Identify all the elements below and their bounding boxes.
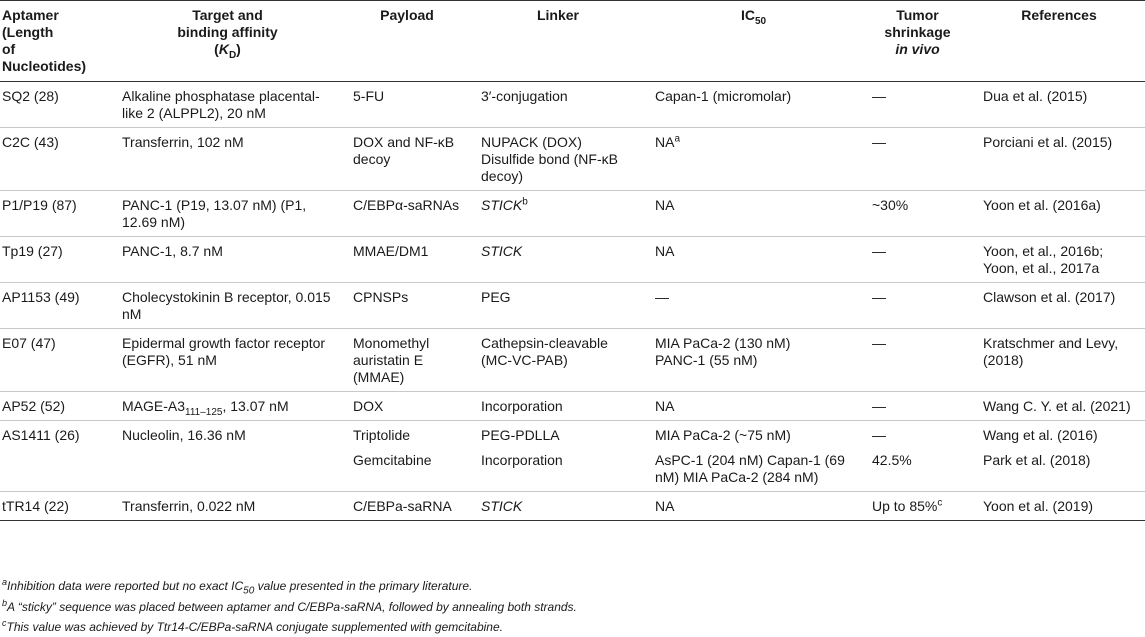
cell-tumor: —	[862, 329, 973, 392]
cell-reference: Wang C. Y. et al. (2021)	[973, 392, 1145, 421]
cell-payload: Monomethyl auristatin E (MMAE)	[343, 329, 471, 392]
table-row	[0, 237, 1145, 283]
cell-ic50: NA	[645, 191, 862, 237]
cell-reference: Wang et al. (2016)	[983, 427, 1098, 443]
cell-linker: NUPACK (DOX) Disulfide bond (NF-κB decoy)	[471, 128, 645, 191]
cell-target: PANC-1 (P19, 13.07 nM) (P1, 12.69 nM)	[112, 191, 343, 237]
cell-ic50: —	[645, 283, 862, 329]
footnote-b: $^b$A “sticky” sequence was placed between aptamer and C/EBPa-saRNA, followed by annealing both strands.	[2, 598, 577, 614]
cell-aptamer: Tp19 (27)	[0, 237, 112, 283]
cell-aptamer: AP1153 (49)	[0, 283, 112, 329]
header-payload: Payload	[343, 1, 471, 82]
cell-reference: Kratschmer and Levy, (2018)	[973, 329, 1145, 392]
cell-ic50: MIA PaCa-2 (130 nM) PANC-1 (55 nM)	[645, 329, 862, 392]
cell-aptamer: AS1411 (26)	[0, 421, 112, 492]
cell-tumor: —	[862, 392, 973, 421]
cell-aptamer: AP52 (52)	[0, 392, 112, 421]
cell-ic50: MIA PaCa-2 (~75 nM)	[655, 427, 791, 443]
cell-payload: DOX and NF-κB decoy	[343, 128, 471, 191]
cell-payload: C/EBPα-saRNAs	[343, 191, 471, 237]
cell-payload: DOX	[343, 392, 471, 421]
cell-linker: STICK	[471, 237, 645, 283]
header-tumor-shrinkage: Tumor shrinkage in vivo	[862, 1, 973, 82]
header-references: References	[973, 1, 1145, 82]
cell-payload: CPNSPs	[343, 283, 471, 329]
cell-target: PANC-1, 8.7 nM	[112, 237, 343, 283]
cell-linker: Cathepsin-cleavable (MC-VC-PAB)	[471, 329, 645, 392]
cell-payload: Gemcitabine	[343, 446, 471, 492]
cell-linker: Incorporation	[471, 392, 645, 421]
footnote-c: $^c$This value was achieved by Ttr14-C/EBPa-saRNA conjugate supplemented with gemcitabine.	[2, 618, 503, 634]
cell-reference: Yoon et al. (2016a)	[973, 191, 1145, 237]
cell-linker: 3′-conjugation	[471, 82, 645, 128]
cell-aptamer: SQ2 (28)	[0, 82, 112, 128]
cell-reference: Dua et al. (2015)	[973, 82, 1145, 128]
table-header-row	[0, 1, 1145, 82]
cell-reference: Yoon et al. (2019)	[973, 492, 1145, 521]
table-row	[0, 82, 1145, 128]
cell-linker: Incorporation	[471, 446, 645, 492]
cell-tumor: —	[872, 427, 886, 443]
table-row	[0, 128, 1145, 191]
cell-linker: STICK$^b$	[471, 191, 645, 237]
header-linker: Linker	[471, 1, 645, 82]
cell-reference: Clawson et al. (2017)	[973, 283, 1145, 329]
cell-reference: Yoon, et al., 2016b; Yoon, et al., 2017a	[973, 237, 1145, 283]
cell-ic50: AsPC-1 (204 nM) Capan-1 (69 nM) MIA PaCa-2 (284 nM)	[645, 446, 862, 492]
cell-reference: Park et al. (2018)	[973, 446, 1145, 492]
cell-ic50: NA	[645, 492, 862, 521]
cell-target: Alkaline phosphatase placental-like 2 (ALPPL2), 20 nM	[112, 82, 343, 128]
cell-ic50: NA	[645, 392, 862, 421]
header-aptamer: Aptamer (Length of Nucleotides)	[0, 1, 112, 82]
table-row	[0, 392, 1145, 421]
cell-tumor: —	[862, 283, 973, 329]
cell-ic50: $NA^a$	[645, 128, 862, 191]
cell-aptamer: C2C (43)	[0, 128, 112, 191]
cell-tumor: —	[862, 237, 973, 283]
cell-ic50: Capan-1 (micromolar)	[645, 82, 862, 128]
cell-target: Nucleolin, 16.36 nM	[112, 421, 343, 492]
header-ic50: $IC_{50}$	[645, 1, 862, 82]
table-row	[0, 421, 1145, 447]
cell-payload: Triptolide	[353, 427, 411, 443]
cell-linker: PEG	[471, 283, 645, 329]
cell-reference: Porciani et al. (2015)	[973, 128, 1145, 191]
cell-linker: PEG-PDLLA	[481, 427, 560, 443]
cell-target: Cholecystokinin B receptor, 0.015 nM	[112, 283, 343, 329]
table-row	[0, 492, 1145, 521]
cell-aptamer: P1/P19 (87)	[0, 191, 112, 237]
cell-tumor: —	[862, 128, 973, 191]
table-row	[0, 329, 1145, 392]
header-target: Target and binding affinity $(K_D)$	[112, 1, 343, 82]
cell-aptamer: tTR14 (22)	[0, 492, 112, 521]
cell-payload: 5-FU	[343, 82, 471, 128]
table-row	[0, 191, 1145, 237]
cell-tumor: 42.5%	[862, 446, 973, 492]
cell-tumor: Up to 85%$^c$	[862, 492, 973, 521]
table-row	[0, 283, 1145, 329]
cell-payload: MMAE/DM1	[343, 237, 471, 283]
cell-target: Transferrin, 102 nM	[112, 128, 343, 191]
cell-ic50: NA	[645, 237, 862, 283]
cell-payload: C/EBPa-saRNA	[343, 492, 471, 521]
cell-linker: STICK	[471, 492, 645, 521]
cell-tumor: ~30%	[862, 191, 973, 237]
footnote-a: $^a$Inhibition data were reported but no exact $IC_{50}$ value presented in the primary literature.	[2, 577, 473, 597]
cell-tumor: —	[862, 82, 973, 128]
cell-aptamer: E07 (47)	[0, 329, 112, 392]
cell-target: Epidermal growth factor receptor (EGFR), 51 nM	[112, 329, 343, 392]
cell-target: Transferrin, 0.022 nM	[112, 492, 343, 521]
cell-target: MAGE-$A3_{111-125}$, 13.07 nM	[112, 392, 343, 421]
